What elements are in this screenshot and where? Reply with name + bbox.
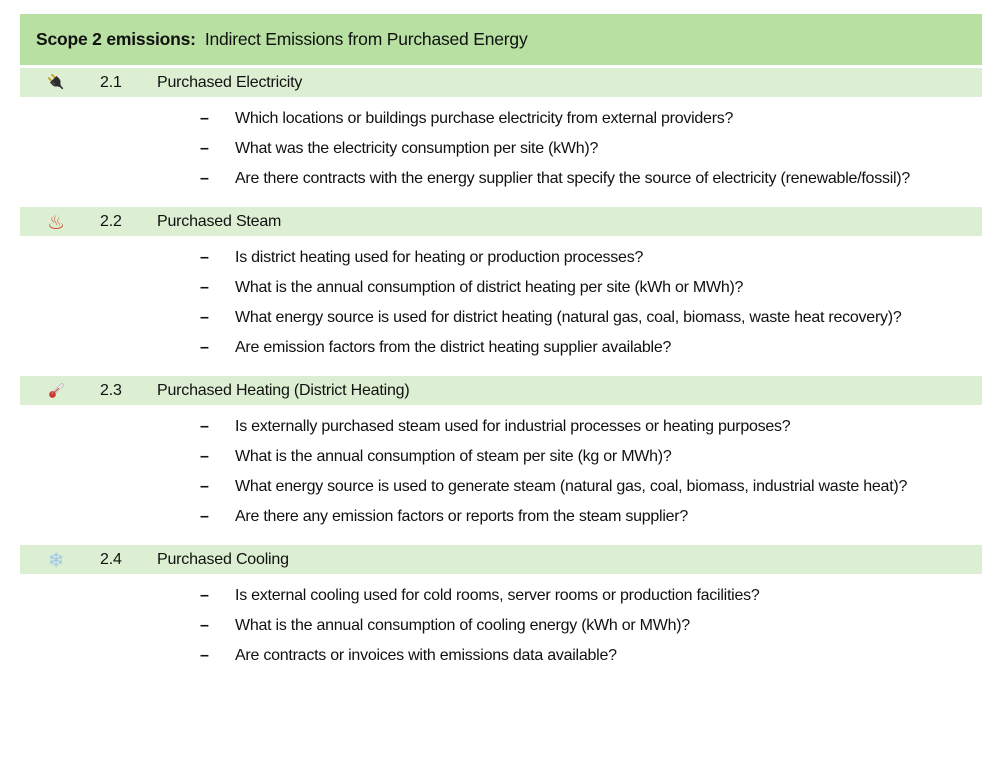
bullet-dash: – (200, 279, 209, 296)
question-list-2-4 (20, 574, 982, 684)
bullet-dash: – (200, 140, 209, 157)
section-number: 2.4 (100, 550, 122, 568)
question-text: What is the annual consumption of district heating per site (kWh or MWh)? (235, 279, 744, 296)
bullet-dash: – (200, 647, 209, 664)
question-text: Is externally purchased steam used for industrial processes or heating purposes? (235, 418, 791, 435)
bullet-dash: – (200, 587, 209, 604)
question-item (200, 336, 982, 360)
question-text: Is district heating used for heating or production processes? (235, 249, 644, 266)
question-text: What energy source is used to generate steam (natural gas, coal, biomass, industrial waste heat)? (235, 478, 908, 495)
question-item (200, 246, 982, 270)
question-item (200, 107, 982, 131)
question-item (200, 445, 982, 469)
question-list-2-1 (20, 97, 982, 207)
question-text: Are there any emission factors or reports from the steam supplier? (235, 508, 689, 525)
bullet-dash: – (200, 478, 209, 495)
bullet-dash: – (200, 339, 209, 356)
bullet-dash: – (200, 617, 209, 634)
scope2-table (20, 14, 982, 684)
question-item (200, 306, 982, 330)
section-header-2-3 (20, 376, 982, 405)
thermometer-icon (44, 379, 68, 403)
header-colon: : (190, 29, 196, 49)
question-item (200, 644, 982, 668)
question-item (200, 505, 982, 529)
header-title-rest: Indirect Emissions from Purchased Energy (204, 29, 528, 49)
bullet-dash: – (200, 508, 209, 525)
hot-springs-icon: ♨ (47, 209, 65, 234)
header-title-bold: Scope 2 emissions (36, 29, 191, 49)
section-number: 2.3 (100, 381, 122, 399)
bullet-dash: – (200, 418, 209, 435)
question-list-2-2 (20, 236, 982, 376)
snowflake-icon: ❄ (47, 547, 65, 572)
question-item (200, 137, 982, 161)
bullet-dash: – (200, 249, 209, 266)
section-header-2-4 (20, 545, 982, 574)
bullet-dash: – (200, 309, 209, 326)
section-title: Purchased Cooling (157, 550, 289, 568)
question-text: What was the electricity consumption per site (kWh)? (235, 140, 599, 157)
bullet-dash: – (200, 110, 209, 127)
section-header-2-2 (20, 207, 982, 236)
question-text: What is the annual consumption of cooling energy (kWh or MWh)? (235, 617, 690, 634)
section-title: Purchased Electricity (157, 73, 303, 91)
question-text: Are emission factors from the district heating supplier available? (235, 339, 672, 356)
question-item (200, 614, 982, 638)
bullet-dash: – (200, 448, 209, 465)
question-item (200, 415, 982, 439)
question-text: Which locations or buildings purchase electricity from external providers? (235, 110, 734, 127)
question-item (200, 167, 982, 191)
section-title: Purchased Heating (District Heating) (157, 381, 410, 399)
section-number: 2.2 (100, 212, 122, 230)
question-text: What is the annual consumption of steam per site (kg or MWh)? (235, 448, 672, 465)
question-text: Are there contracts with the energy supplier that specify the source of electricity (renewable/fossil)? (235, 170, 911, 187)
section-number: 2.1 (100, 73, 122, 91)
bullet-dash: – (200, 170, 209, 187)
electric-plug-icon (44, 71, 68, 95)
question-text: Are contracts or invoices with emissions data available? (235, 647, 617, 664)
question-list-2-3 (20, 405, 982, 545)
table-header (20, 14, 982, 65)
section-title: Purchased Steam (157, 212, 282, 230)
section-header-2-1 (20, 68, 982, 97)
question-item (200, 584, 982, 608)
question-text: Is external cooling used for cold rooms, server rooms or production facilities? (235, 587, 760, 604)
question-item (200, 276, 982, 300)
question-text: What energy source is used for district heating (natural gas, coal, biomass, waste heat recovery)? (235, 309, 902, 326)
question-item (200, 475, 982, 499)
